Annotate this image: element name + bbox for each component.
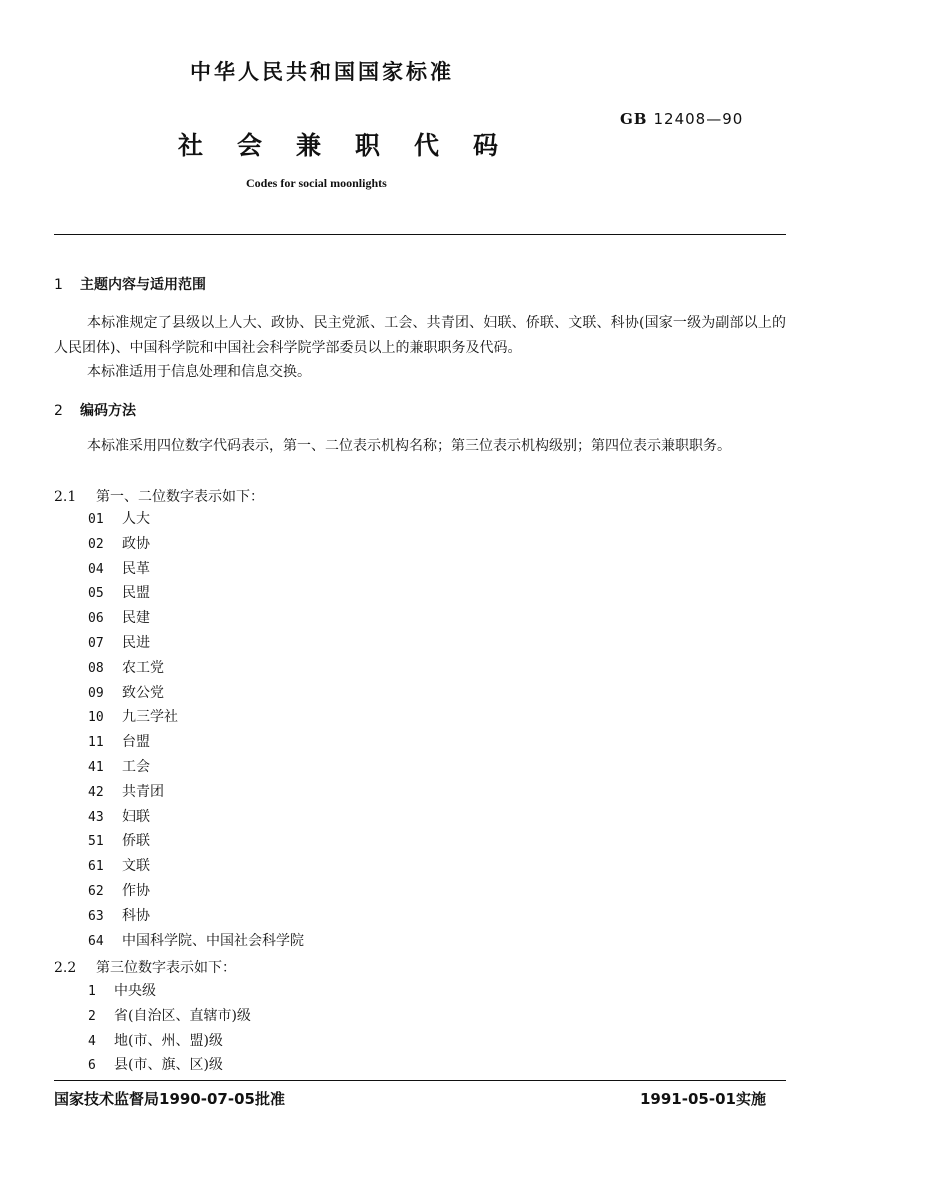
section-2-title: 编码方法: [80, 403, 136, 419]
subsection-2-2-number: 2.2: [54, 960, 77, 976]
item-name: 致公党: [122, 684, 164, 701]
list-item: [88, 656, 304, 681]
item-code: 6: [88, 1058, 96, 1074]
list-item: [88, 730, 304, 755]
list-item: [88, 780, 304, 805]
subsection-2-1-number: 2.1: [54, 489, 77, 505]
item-code: 10: [88, 710, 104, 726]
section-2-heading: [54, 400, 136, 420]
list-item: [88, 879, 304, 904]
item-name: 作协: [122, 882, 150, 899]
subsection-2-2-title: 第三位数字表示如下：: [96, 960, 236, 976]
list-item: [88, 805, 304, 830]
item-name: 地(市、州、盟)级: [114, 1032, 223, 1049]
item-name: 九三学社: [122, 709, 178, 726]
approval-statement: 国家技术监督局1990-07-05批准: [54, 1090, 285, 1108]
list-item: [88, 606, 304, 631]
item-name: 农工党: [122, 659, 164, 676]
item-code: 1: [88, 984, 96, 999]
list-item: [88, 581, 304, 606]
item-name: 侨联: [122, 833, 150, 850]
item-code: 11: [88, 735, 104, 751]
document-title: 社会兼职代码: [178, 131, 533, 160]
section-2-paragraph: 本标准采用四位数字代码表示，第一、二位表示机构名称；第三位表示机构级别；第四位表示兼职职务。: [87, 438, 731, 454]
item-name: 省(自治区、直辖市)级: [114, 1007, 251, 1024]
level-code-list: [88, 979, 251, 1078]
national-standard-heading: 中华人民共和国国家标准: [190, 60, 454, 84]
subsection-2-2-heading: [54, 957, 236, 977]
gb-number: 12408—90: [653, 110, 744, 128]
list-item: [88, 507, 304, 532]
item-name: 民盟: [122, 585, 150, 602]
item-name: 政协: [122, 535, 150, 552]
item-code: 08: [88, 660, 104, 676]
standard-number: [620, 110, 743, 128]
item-code: 02: [88, 536, 104, 552]
section-1-heading: [54, 274, 206, 294]
section-2-number: 2: [54, 403, 63, 419]
list-item: [88, 829, 304, 854]
list-item: [88, 1053, 251, 1078]
item-name: 民建: [122, 610, 150, 627]
item-code: 06: [88, 611, 104, 627]
item-code: 04: [88, 561, 104, 577]
item-name: 民革: [122, 560, 150, 577]
item-name: 妇联: [122, 808, 150, 825]
section-1-title: 主题内容与适用范围: [80, 277, 206, 293]
item-code: 62: [88, 883, 104, 899]
item-name: 中国科学院、中国社会科学院: [122, 932, 304, 949]
item-code: 43: [88, 809, 104, 825]
footer-divider: [54, 1080, 786, 1081]
item-name: 文联: [122, 858, 150, 875]
item-name: 共青团: [122, 783, 164, 800]
section-1-paragraph-scope: 本标准规定了县级以上人大、政协、民主党派、工会、共青团、妇联、侨联、文联、科协(国家一级为副部以上的人民团体)、中国科学院和中国社会科学院学部委员以上的兼职职务及代码。: [54, 315, 786, 356]
item-code: 4: [88, 1033, 96, 1049]
list-item: [88, 557, 304, 582]
item-name: 民进: [122, 634, 150, 651]
item-code: 64: [88, 933, 104, 949]
list-item: [88, 979, 251, 1004]
list-item: [88, 755, 304, 780]
item-name: 工会: [122, 758, 150, 775]
item-name: 科协: [122, 907, 150, 924]
list-item: [88, 1004, 251, 1029]
list-item: [88, 705, 304, 730]
list-item: [88, 854, 304, 879]
implementation-date: 1991-05-01实施: [640, 1090, 766, 1108]
item-code: 05: [88, 586, 104, 602]
item-code: 42: [88, 784, 104, 800]
item-code: 09: [88, 685, 104, 701]
header-divider: [54, 234, 786, 235]
gb-prefix: GB: [620, 110, 648, 128]
list-item: [88, 1029, 251, 1054]
list-item: [88, 904, 304, 929]
list-item: [88, 929, 304, 954]
list-item: [88, 631, 304, 656]
institution-code-list: [88, 507, 304, 953]
item-code: 07: [88, 635, 104, 651]
list-item: [88, 681, 304, 706]
item-code: 61: [88, 859, 104, 875]
item-code: 2: [88, 1008, 96, 1024]
section-1-paragraph-application: 本标准适用于信息处理和信息交换。: [87, 364, 311, 380]
item-code: 63: [88, 908, 104, 924]
subsection-2-1-heading: [54, 486, 264, 506]
subsection-2-1-title: 第一、二位数字表示如下：: [96, 489, 264, 505]
item-code: 41: [88, 759, 104, 775]
item-name: 中央级: [114, 983, 156, 999]
item-name: 人大: [122, 511, 150, 527]
document-subtitle-english: Codes for social moonlights: [246, 176, 387, 190]
item-code: 01: [88, 512, 104, 527]
list-item: [88, 532, 304, 557]
item-name: 台盟: [122, 734, 150, 751]
item-name: 县(市、旗、区)级: [114, 1057, 223, 1074]
section-1-number: 1: [54, 277, 63, 293]
item-code: 51: [88, 834, 104, 850]
